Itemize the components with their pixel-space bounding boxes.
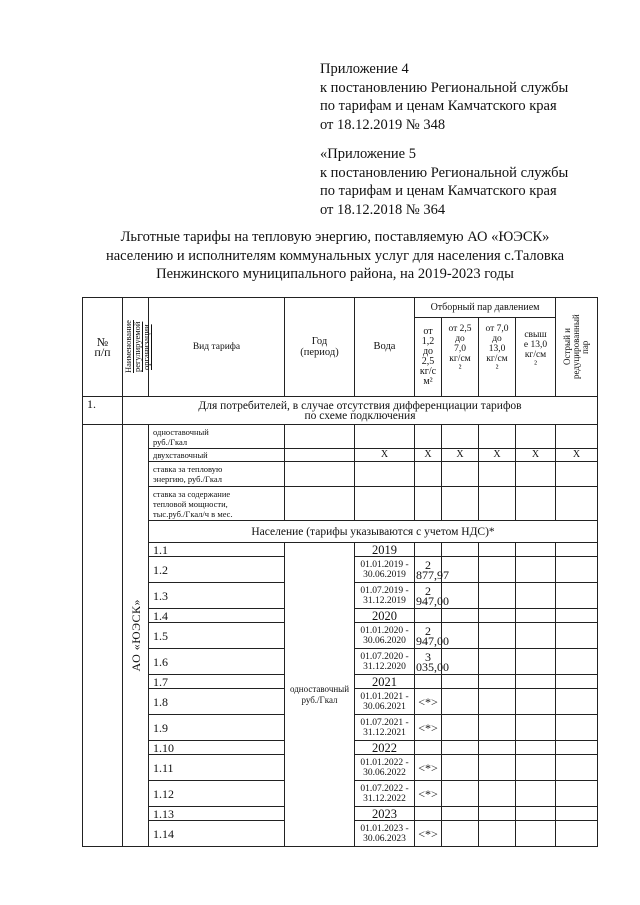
tariff-type-label: ставка за содержание тепловой мощности, тыс.руб./Гкал/ч в мес. xyxy=(149,487,285,521)
steam-cell xyxy=(556,741,598,755)
steam-cell xyxy=(556,675,598,689)
water-cell: <*> xyxy=(415,755,442,781)
period-cell: 01.07.2019 - 31.12.2019 xyxy=(355,583,415,609)
water-cell: <*> xyxy=(415,821,442,847)
header-num: № п/п xyxy=(83,298,123,397)
appendix-new-line1: Приложение 4 xyxy=(320,61,409,77)
steam-cell xyxy=(479,583,516,609)
value-cell xyxy=(516,462,556,487)
steam-cell xyxy=(442,715,479,741)
row-num: 1.2 xyxy=(149,557,285,583)
steam-cell xyxy=(556,807,598,821)
steam-cell xyxy=(442,689,479,715)
period-cell: 01.07.2021 - 31.12.2021 xyxy=(355,715,415,741)
water-cell: <*> xyxy=(415,715,442,741)
tariff-type-label: ставка за тепловую энергию, руб./Гкал xyxy=(149,462,285,487)
header-tariff-type: Вид тарифа xyxy=(149,298,285,397)
row-num: 1.3 xyxy=(149,583,285,609)
steam-cell xyxy=(516,781,556,807)
period-cell: 01.01.2021 - 30.06.2021 xyxy=(355,689,415,715)
header-p1: от 1,2 до 2,5 кг/с м² xyxy=(415,318,442,397)
steam-cell xyxy=(556,557,598,583)
header-org-text: Наименование регулируемой организации xyxy=(123,320,151,374)
population-row xyxy=(83,521,598,543)
water-cell: 2 947,00 xyxy=(416,583,449,608)
appendix-old-line1: «Приложение 5 xyxy=(320,146,416,162)
value-cell xyxy=(479,487,516,521)
period-cell: 01.01.2019 - 30.06.2019 xyxy=(355,557,415,583)
row-num: 1.7 xyxy=(149,675,285,689)
value-cell: X xyxy=(479,449,516,462)
value-cell: X xyxy=(415,449,442,462)
title-line2: населению и исполнителям коммунальных услуг для населения с.Таловка xyxy=(105,247,565,264)
steam-cell xyxy=(516,741,556,755)
steam-cell xyxy=(516,609,556,623)
value-cell: X xyxy=(556,449,598,462)
value-cell xyxy=(285,487,355,521)
year-cell: 2019 xyxy=(355,543,415,557)
value-cell xyxy=(285,462,355,487)
section1-row xyxy=(83,397,598,425)
appendix-old-line4: от 18.12.2018 № 364 xyxy=(320,201,446,218)
steam-cell xyxy=(556,649,598,675)
value-cell xyxy=(415,487,442,521)
steam-cell xyxy=(516,675,556,689)
row-num: 1.11 xyxy=(149,755,285,781)
water-cell: 2 947,00 xyxy=(416,623,449,648)
value-cell xyxy=(556,487,598,521)
steam-cell xyxy=(556,715,598,741)
steam-cell xyxy=(442,781,479,807)
table-row xyxy=(83,543,598,557)
steam-cell xyxy=(516,557,556,583)
population-tariff-label: одноставочный руб./Гкал xyxy=(285,543,355,847)
value-cell xyxy=(415,462,442,487)
steam-cell xyxy=(479,689,516,715)
steam-cell xyxy=(442,609,479,623)
header-p3: от 7,0 до 13,0 кг/см ² xyxy=(479,318,516,397)
row-num: 1.13 xyxy=(149,807,285,821)
steam-cell xyxy=(516,543,556,557)
steam-cell xyxy=(556,755,598,781)
section1-num: 1. xyxy=(83,397,123,425)
row-num: 1.14 xyxy=(149,821,285,847)
value-cell: X xyxy=(442,449,479,462)
header-p4: свыш е 13,0 кг/см ² xyxy=(516,318,556,397)
period-cell: 01.01.2022 - 30.06.2022 xyxy=(355,755,415,781)
tariff-table xyxy=(82,297,598,847)
value-cell xyxy=(556,425,598,449)
appendix-old-line3: по тарифам и ценам Камчатского края xyxy=(320,183,557,199)
water-cell: <*> xyxy=(415,689,442,715)
steam-cell xyxy=(479,649,516,675)
value-cell xyxy=(355,487,415,521)
value-cell xyxy=(442,487,479,521)
value-cell: X xyxy=(516,449,556,462)
org-cell xyxy=(123,425,149,847)
steam-cell xyxy=(516,623,556,649)
header-org xyxy=(123,298,149,397)
value-cell xyxy=(285,449,355,462)
value-cell xyxy=(355,425,415,449)
period-cell: 01.07.2020 - 31.12.2020 xyxy=(355,649,415,675)
tariff-row xyxy=(83,449,598,462)
header-p2: от 2,5 до 7,0 кг/см ² xyxy=(442,318,479,397)
year-cell: 2020 xyxy=(355,609,415,623)
value-cell xyxy=(442,425,479,449)
value-cell xyxy=(442,462,479,487)
steam-cell xyxy=(442,675,479,689)
steam-cell xyxy=(479,557,516,583)
steam-cell xyxy=(479,755,516,781)
year-cell: 2022 xyxy=(355,741,415,755)
water-cell xyxy=(415,543,442,557)
steam-cell xyxy=(556,781,598,807)
appendix-new-line4: от 18.12.2019 № 348 xyxy=(320,116,446,133)
section1-text: Для потребителей, в случае отсутствия дифференциации тарифов по схеме подключения xyxy=(123,397,598,425)
steam-cell xyxy=(479,675,516,689)
steam-cell xyxy=(442,741,479,755)
steam-cell xyxy=(516,821,556,847)
tariff-type-label: одноставочный руб./Гкал xyxy=(149,425,285,449)
row-num: 1.4 xyxy=(149,609,285,623)
steam-cell xyxy=(479,715,516,741)
steam-cell xyxy=(516,649,556,675)
period-cell: 01.01.2020 - 30.06.2020 xyxy=(355,623,415,649)
steam-cell xyxy=(479,609,516,623)
value-cell xyxy=(479,462,516,487)
title-line3: Пенжинского муниципального района, на 2019-2023 годы xyxy=(156,266,514,282)
steam-cell xyxy=(479,741,516,755)
steam-cell xyxy=(516,689,556,715)
steam-cell xyxy=(516,583,556,609)
steam-cell xyxy=(556,689,598,715)
row-num: 1.9 xyxy=(149,715,285,741)
appendix-new-line3: по тарифам и ценам Камчатского края xyxy=(320,98,557,114)
period-cell: 01.07.2022 - 31.12.2022 xyxy=(355,781,415,807)
appendix-new xyxy=(320,60,568,134)
row-num: 1.6 xyxy=(149,649,285,675)
header-steam-group: Отборный пар давлением xyxy=(415,298,556,318)
value-cell: X xyxy=(355,449,415,462)
period-cell: 01.01.2023 - 30.06.2023 xyxy=(355,821,415,847)
title-line1: Льготные тарифы на тепловую энергию, поставляемую АО «ЮЭСК» xyxy=(120,229,550,245)
row-num: 1.1 xyxy=(149,543,285,557)
value-cell xyxy=(355,462,415,487)
header-year: Год (период) xyxy=(285,298,355,397)
steam-cell xyxy=(442,543,479,557)
steam-cell xyxy=(556,623,598,649)
year-cell: 2023 xyxy=(355,807,415,821)
appendix-old-line2: к постановлению Региональной службы xyxy=(320,164,569,181)
water-cell: <*> xyxy=(415,781,442,807)
year-cell: 2021 xyxy=(355,675,415,689)
water-cell xyxy=(415,609,442,623)
steam-cell xyxy=(556,821,598,847)
row-num: 1.5 xyxy=(149,623,285,649)
steam-cell xyxy=(442,807,479,821)
steam-cell xyxy=(556,543,598,557)
row-num: 1.10 xyxy=(149,741,285,755)
value-cell xyxy=(479,425,516,449)
water-cell xyxy=(415,675,442,689)
steam-cell xyxy=(479,821,516,847)
steam-cell xyxy=(479,543,516,557)
steam-cell xyxy=(479,807,516,821)
water-cell xyxy=(415,807,442,821)
steam-cell xyxy=(442,821,479,847)
value-cell xyxy=(556,462,598,487)
header-sharp-steam xyxy=(556,298,598,397)
row-num: 1.12 xyxy=(149,781,285,807)
steam-cell xyxy=(556,583,598,609)
num-cell-empty xyxy=(83,425,123,847)
steam-cell xyxy=(516,807,556,821)
steam-cell xyxy=(442,755,479,781)
water-cell xyxy=(415,741,442,755)
org-name: АО «ЮЭСК» xyxy=(128,599,143,672)
steam-cell xyxy=(479,623,516,649)
steam-cell xyxy=(516,715,556,741)
tariff-row xyxy=(83,462,598,487)
header-sharp-steam-text: Острый и редуцированный пар xyxy=(562,314,591,380)
tariff-row xyxy=(83,425,598,449)
value-cell xyxy=(415,425,442,449)
header-water: Вода xyxy=(355,298,415,397)
steam-cell xyxy=(556,609,598,623)
value-cell xyxy=(516,487,556,521)
value-cell xyxy=(285,425,355,449)
appendix-old xyxy=(320,145,568,219)
tariff-row xyxy=(83,487,598,521)
value-cell xyxy=(516,425,556,449)
document-title xyxy=(80,228,590,284)
row-num: 1.8 xyxy=(149,689,285,715)
water-cell: 3 035,00 xyxy=(416,649,449,674)
appendix-new-line2: к постановлению Региональной службы xyxy=(320,79,569,96)
steam-cell xyxy=(479,781,516,807)
population-text: Население (тарифы указываются с учетом НДС)* xyxy=(149,521,598,543)
steam-cell xyxy=(516,755,556,781)
water-cell: 2 877,97 xyxy=(416,557,449,582)
tariff-type-label: двухставочный xyxy=(149,449,285,462)
